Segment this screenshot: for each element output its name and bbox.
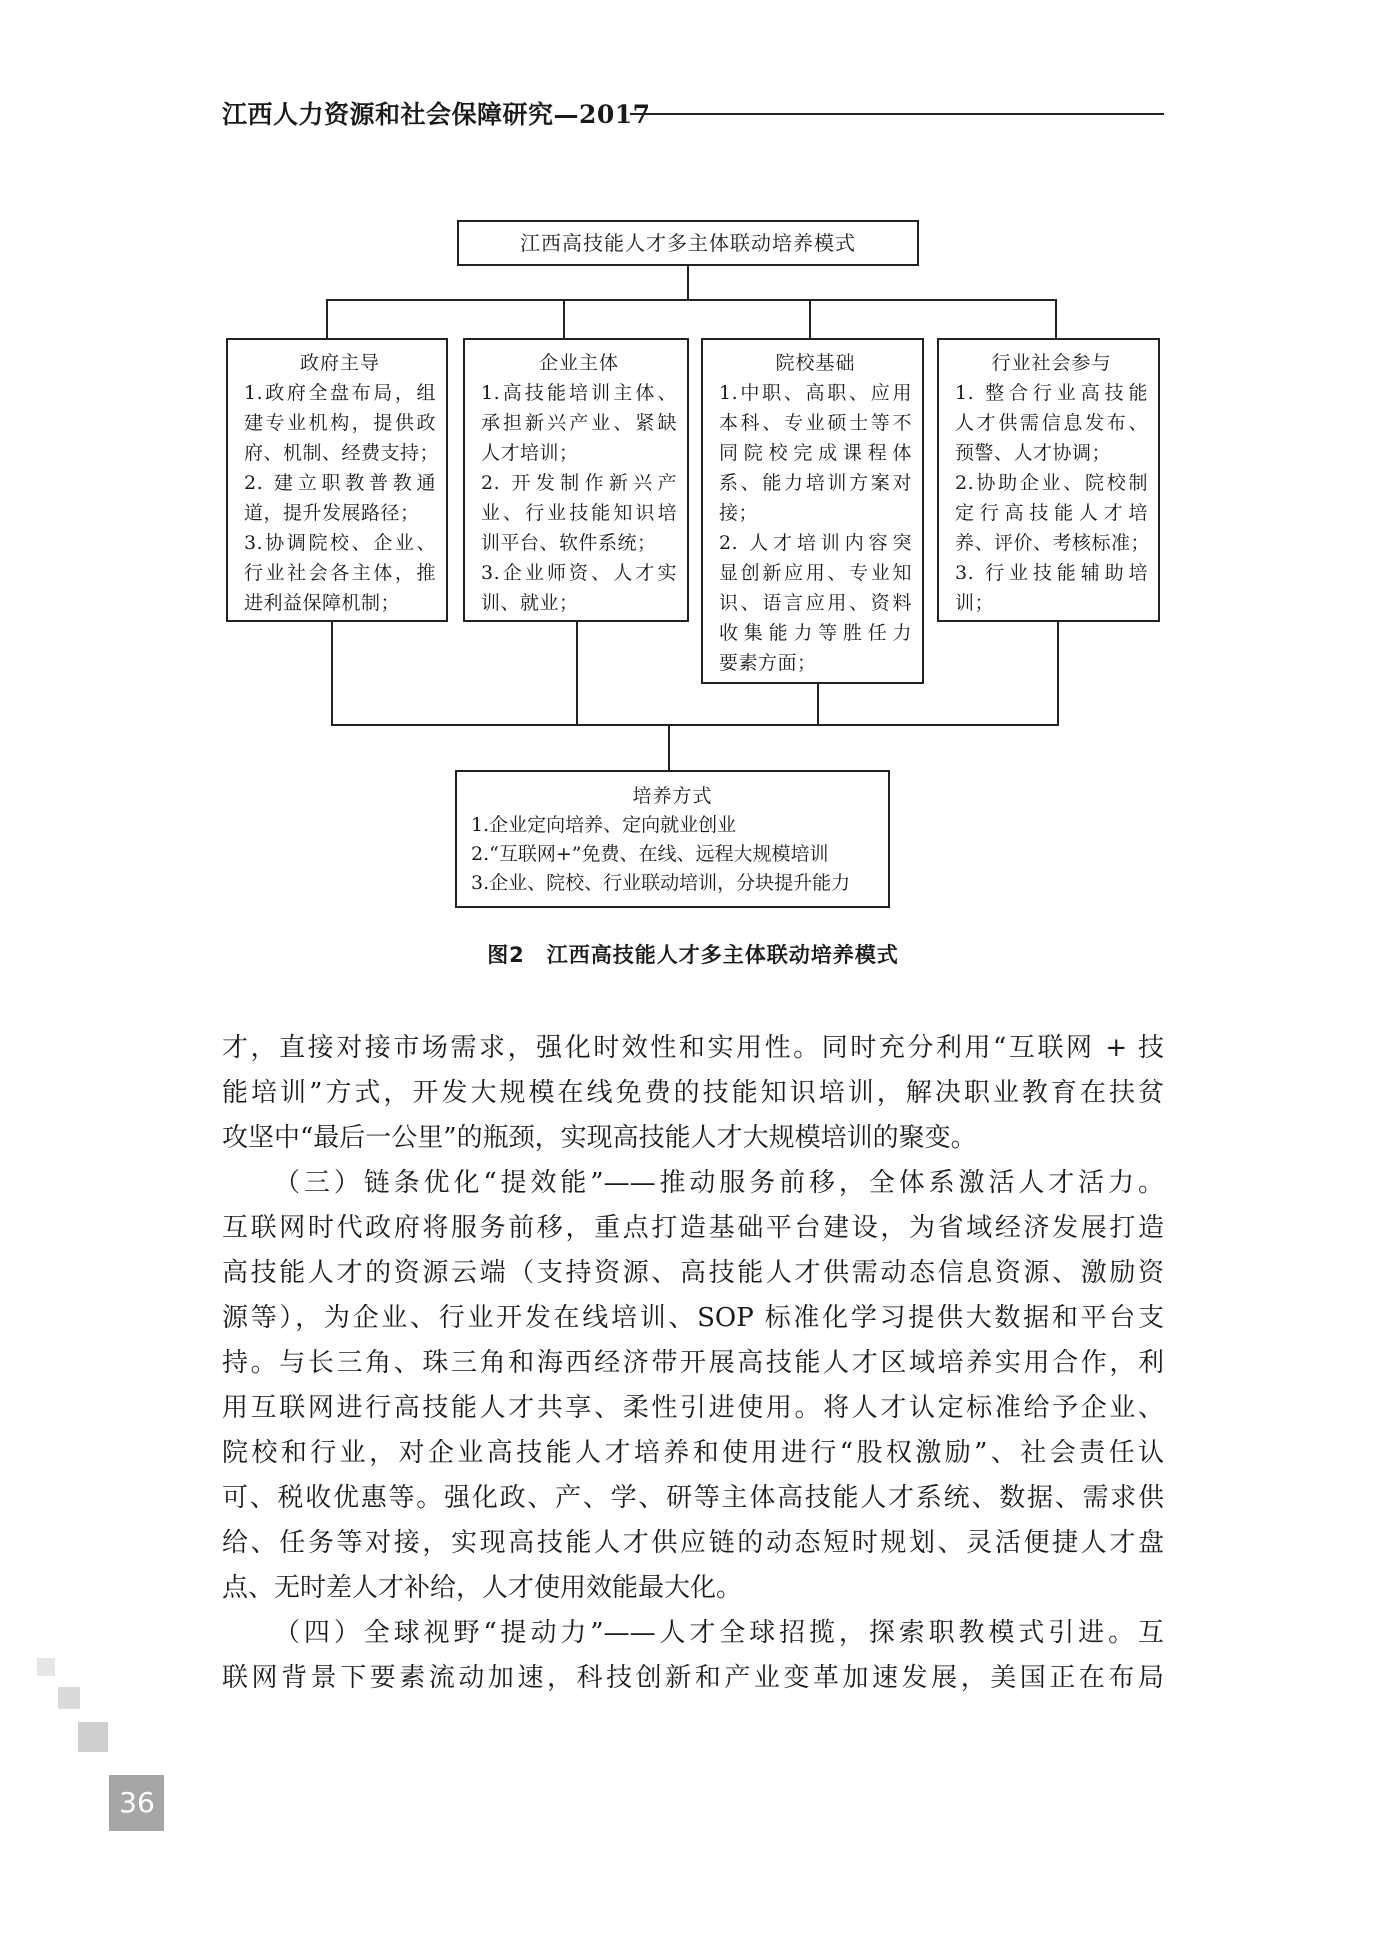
connector xyxy=(687,266,689,300)
method-line: 1.企业定向培养、定向就业创业 xyxy=(471,814,737,836)
method-line: 2.“互联网+”免费、在线、远程大规模培训 xyxy=(471,843,829,865)
text-line: 用互联网进行高技能人才共享、柔性引进使用。将人才认定标准给予企业、 xyxy=(222,1393,1164,1423)
column-line: 同院校完成课程体 xyxy=(719,442,912,464)
connector xyxy=(809,299,811,339)
text-line: 点、无时差人才补给，人才使用效能最大化。 xyxy=(222,1573,743,1603)
column-line: 定行高技能人才培 xyxy=(955,502,1148,524)
column-line: 2. 人才培训内容突 xyxy=(719,532,912,554)
text-line: 源等），为企业、行业开发在线培训、SOP 标准化学习提供大数据和平台支 xyxy=(222,1303,1164,1333)
text-line: 互联网时代政府将服务前移，重点打造基础平台建设，为省域经济发展打造 xyxy=(222,1213,1164,1243)
decorative-square xyxy=(78,1722,108,1752)
running-header-title: 江西人力资源和社会保障研究—2017 xyxy=(222,100,651,129)
connector xyxy=(326,299,1057,301)
text-line: 持。与长三角、珠三角和海西经济带开展高技能人才区域培养实用合作，利 xyxy=(222,1348,1164,1378)
text-line: 给、任务等对接，实现高技能人才供应链的动态短时规划、灵活便捷人才盘 xyxy=(222,1528,1164,1558)
column-line: 1.政府全盘布局，组 xyxy=(244,382,436,404)
text-line: 联网背景下要素流动加速，科技创新和产业变革加速发展，美国正在布局 xyxy=(222,1663,1164,1693)
column-title: 院校基础 xyxy=(775,352,856,374)
text-line: （四）全球视野“提动力”——人才全球招揽，探索职教模式引进。互 xyxy=(274,1618,1164,1648)
column-line: 府、机制、经费支持； xyxy=(244,442,440,464)
column-box-schools xyxy=(701,338,924,684)
column-line: 2. 开发制作新兴产 xyxy=(481,472,677,494)
body-text xyxy=(222,1026,1164,1701)
page-number: 36 xyxy=(119,1786,155,1819)
connector xyxy=(326,299,328,339)
column-line: 业、行业技能知识培 xyxy=(481,502,677,524)
column-line: 1.高技能培训主体、 xyxy=(481,382,677,404)
column-line: 1.中职、高职、应用 xyxy=(719,382,912,404)
connector xyxy=(668,724,670,771)
text-line: （三）链条优化“提效能”——推动服务前移，全体系激活人才活力。 xyxy=(274,1168,1164,1198)
column-line: 本科、专业硕士等不 xyxy=(719,412,912,434)
column-line: 要素方面； xyxy=(719,652,817,674)
column-line: 识、语言应用、资料 xyxy=(719,592,912,614)
column-line: 3.协调院校、企业、 xyxy=(244,532,436,554)
column-line: 显创新应用、专业知 xyxy=(719,562,912,584)
connector xyxy=(1055,299,1057,339)
column-line: 2. 建立职教普教通 xyxy=(244,472,436,494)
text-line: 高技能人才的资源云端（支持资源、高技能人才供需动态信息资源、激励资 xyxy=(222,1258,1164,1288)
column-line: 3. 行业技能辅助培 xyxy=(955,562,1148,584)
column-line: 训； xyxy=(955,592,995,614)
column-box-industry xyxy=(937,338,1160,622)
column-line: 训平台、软件系统； xyxy=(481,532,657,554)
column-line: 系、能力培训方案对 xyxy=(719,472,912,494)
column-line: 进利益保障机制； xyxy=(244,592,401,614)
text-line: 能培训”方式，开发大规模在线免费的技能知识培训，解决职业教育在扶贫 xyxy=(222,1078,1164,1108)
column-line: 建专业机构，提供政 xyxy=(244,412,436,434)
diagram-root-box: 江西高技能人才多主体联动培养模式 xyxy=(457,220,919,266)
column-line: 人才培训； xyxy=(481,442,579,464)
connector xyxy=(817,684,819,726)
text-line: 才，直接对接市场需求，强化时效性和实用性。同时充分利用“互联网 + 技 xyxy=(222,1033,1164,1063)
column-line: 预警、人才协调； xyxy=(955,442,1112,464)
column-box-government xyxy=(226,338,448,622)
column-line: 接； xyxy=(719,502,759,524)
column-line: 训、就业； xyxy=(481,592,579,614)
connector xyxy=(331,724,1059,726)
figure-caption: 图2 江西高技能人才多主体联动培养模式 xyxy=(487,943,899,967)
column-title: 企业主体 xyxy=(538,352,619,374)
text-line: 攻坚中“最后一公里”的瓶颈，实现高技能人才大规模培训的聚变。 xyxy=(222,1123,977,1153)
connector xyxy=(1057,622,1059,726)
method-line: 3.企业、院校、行业联动培训，分块提升能力 xyxy=(471,872,851,894)
column-line: 行业社会各主体，推 xyxy=(244,562,436,584)
text-line: 可、税收优惠等。强化政、产、学、研等主体高技能人才系统、数据、需求供 xyxy=(222,1483,1164,1513)
column-line: 道，提升发展路径； xyxy=(244,502,420,524)
text-line: 院校和行业，对企业高技能人才培养和使用进行“股权激励”、社会责任认 xyxy=(222,1438,1164,1468)
column-line: 养、评价、考核标准； xyxy=(955,532,1151,554)
column-box-enterprise xyxy=(463,338,689,622)
connector xyxy=(576,622,578,726)
column-line: 收集能力等胜任力 xyxy=(719,622,912,644)
column-line: 1. 整合行业高技能 xyxy=(955,382,1148,404)
column-title: 行业社会参与 xyxy=(991,352,1112,374)
column-line: 人才供需信息发布、 xyxy=(955,412,1148,434)
connector xyxy=(563,299,565,339)
column-line: 2.协助企业、院校制 xyxy=(955,472,1148,494)
column-line: 承担新兴产业、紧缺 xyxy=(481,412,677,434)
column-title: 政府主导 xyxy=(299,352,380,374)
training-method-box xyxy=(455,770,890,908)
method-title: 培养方式 xyxy=(632,785,713,807)
column-line: 3.企业师资、人才实 xyxy=(481,562,677,584)
decorative-square xyxy=(37,1658,55,1676)
connector xyxy=(331,622,333,726)
decorative-square xyxy=(58,1687,80,1709)
